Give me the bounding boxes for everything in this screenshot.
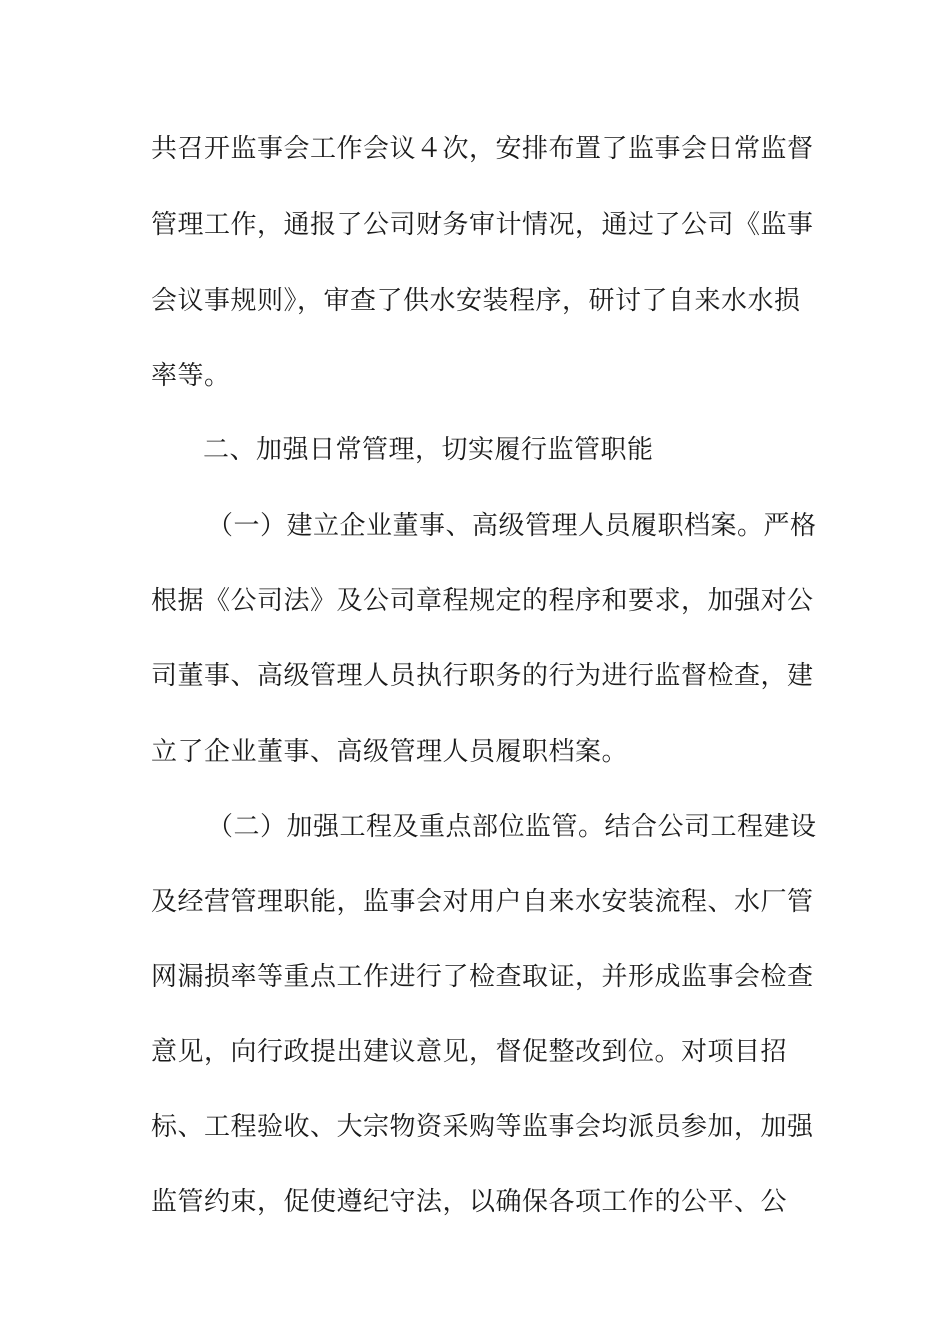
body-text-line: 司董事、高级管理人员执行职务的行为进行监督检查，建 bbox=[151, 661, 814, 691]
body-text-line: 意见，向行政提出建议意见，督促整改到位。对项目招 bbox=[151, 1037, 788, 1067]
body-text-line: 共召开监事会工作会议４次，安排布置了监事会日常监督 bbox=[151, 134, 814, 164]
body-text-line: 根据《公司法》及公司章程规定的程序和要求，加强对公 bbox=[151, 586, 814, 616]
body-text-line: 及经营管理职能，监事会对用户自来水安装流程、水厂管 bbox=[151, 887, 814, 917]
body-text-line: 会议事规则》，审查了供水安装程序，研讨了自来水水损 bbox=[151, 286, 801, 316]
body-text-line: 标、工程验收、大宗物资采购等监事会均派员参加，加强 bbox=[151, 1112, 814, 1142]
section-heading: 二、加强日常管理，切实履行监管职能 bbox=[203, 435, 654, 465]
body-text-line: 管理工作，通报了公司财务审计情况，通过了公司《监事 bbox=[151, 210, 814, 240]
subsection-heading: （一）建立企业董事、高级管理人员履职档案。严格 bbox=[207, 511, 817, 541]
body-text-line: 监管约束，促使遵纪守法，以确保各项工作的公平、公 bbox=[151, 1187, 788, 1217]
body-text-line: 率等。 bbox=[151, 361, 231, 391]
body-text-line: 网漏损率等重点工作进行了检查取证，并形成监事会检查 bbox=[151, 962, 814, 992]
subsection-heading: （二）加强工程及重点部位监管。结合公司工程建设 bbox=[207, 812, 817, 842]
body-text-line: 立了企业董事、高级管理人员履职档案。 bbox=[151, 737, 629, 767]
